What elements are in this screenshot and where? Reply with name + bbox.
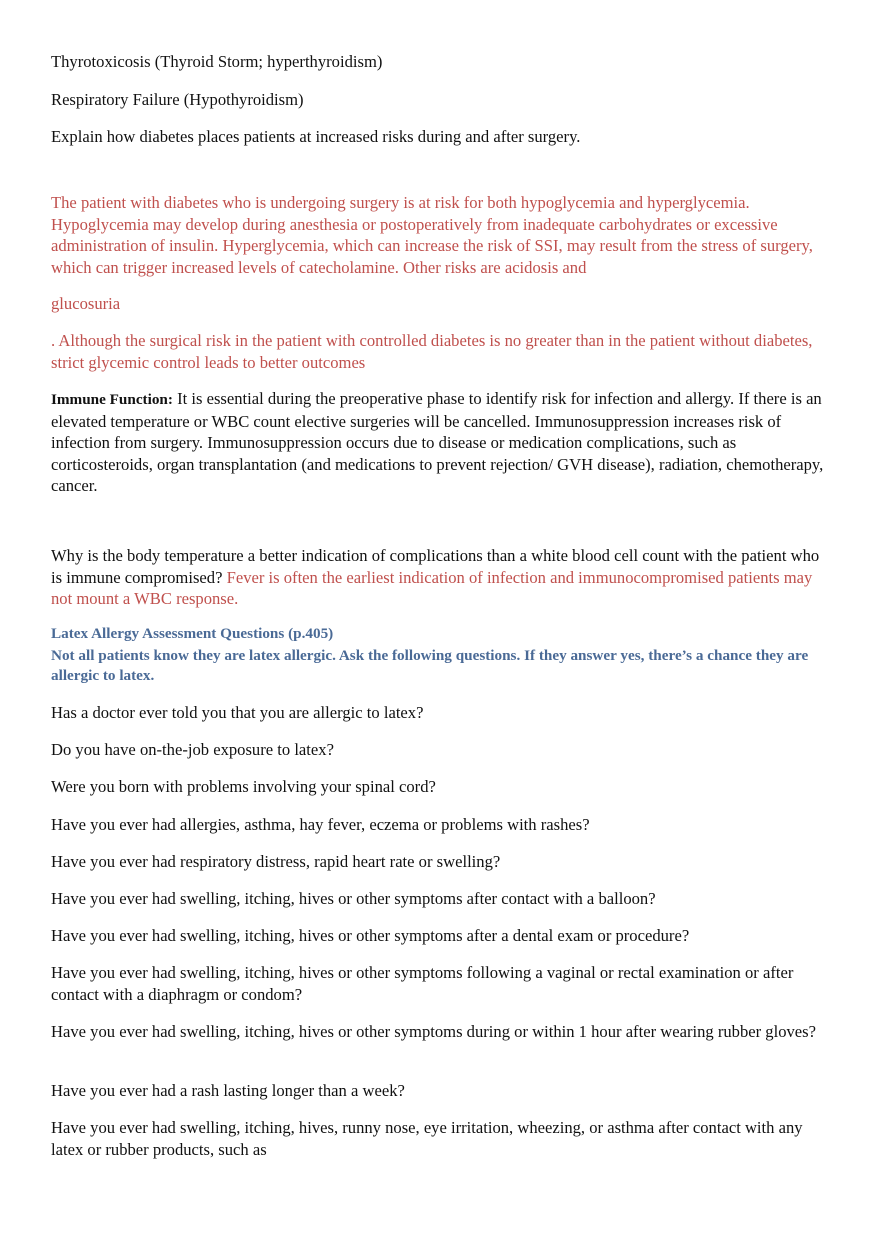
diabetes-answer-conclusion: . Although the surgical risk in the patient with controlled diabetes is no greater than in the patient without diabetes, strict glycemic control leads to better outcomes [51, 331, 813, 372]
latex-question: Were you born with problems involving your spinal cord? [51, 777, 436, 796]
latex-question: Have you ever had swelling, itching, hives or other symptoms after contact with a balloon? [51, 889, 656, 908]
diabetes-answer-glucosuria: glucosuria [51, 294, 121, 313]
temperature-question-paragraph [51, 545, 831, 610]
latex-question: Has a doctor ever told you that you are allergic to latex? [51, 703, 424, 722]
immune-function-paragraph [51, 388, 831, 497]
latex-heading: Latex Allergy Assessment Questions (p.405) [51, 625, 334, 642]
latex-intro: Not all patients know they are latex allergic. Ask the following questions. If they answer yes, there’s a chance they are allergic to latex. [51, 647, 809, 684]
latex-question: Have you ever had swelling, itching, hives or other symptoms after a dental exam or procedure? [51, 926, 690, 945]
latex-question: Have you ever had swelling, itching, hives or other symptoms during or within 1 hour after wearing rubber gloves? [51, 1022, 816, 1041]
latex-question: Have you ever had respiratory distress, rapid heart rate or swelling? [51, 852, 501, 871]
latex-question: Do you have on-the-job exposure to latex? [51, 740, 334, 759]
temperature-answer: Fever is often the earliest indication of infection and immunocompromised patients may not mount a WBC response. [51, 567, 813, 608]
temperature-question: Why is the body temperature a better indication of complications than a white blood cell count with the patient who is immune compromised? [51, 546, 820, 587]
latex-question: Have you ever had swelling, itching, hives, runny nose, eye irritation, wheezing, or asthma after contact with any latex or rubber products, such as [51, 1118, 803, 1159]
latex-question: Have you ever had allergies, asthma, hay fever, eczema or problems with rashes? [51, 815, 590, 834]
diabetes-question: Explain how diabetes places patients at increased risks during and after surgery. [51, 127, 581, 146]
latex-question: Have you ever had a rash lasting longer than a week? [51, 1081, 405, 1100]
latex-question: Have you ever had swelling, itching, hives or other symptoms following a vaginal or rectal examination or after contact with a diaphragm or condom? [51, 963, 794, 1004]
diabetes-answer-paragraph: The patient with diabetes who is undergoing surgery is at risk for both hypoglycemia and hyperglycemia. Hypoglycemia may develop during anesthesia or postoperatively from inadequate carbohydrates or excessive administration of insulin. Hyperglycemia, which can increase the risk of SSI, may result from the stress of surgery, which can trigger increased levels of catecholamine. Other risks are acidosis and [51, 193, 813, 277]
thyrotoxicosis-line: Thyrotoxicosis (Thyroid Storm; hyperthyroidism) [51, 52, 383, 71]
immune-function-text: It is essential during the preoperative phase to identify risk for infection and allergy. If there is an elevated temperature or WBC count elective surgeries will be cancelled. Immunosuppression increases risk of infection from surgery. Immunosuppression occurs due to disease or medication complications, such as corticosteroids, organ transplantation (and medications to prevent rejection/ GVH disease), radiation, chemotherapy, cancer. [51, 389, 824, 495]
immune-function-label: Immune Function: [51, 391, 173, 408]
respiratory-failure-line: Respiratory Failure (Hypothyroidism) [51, 90, 304, 109]
